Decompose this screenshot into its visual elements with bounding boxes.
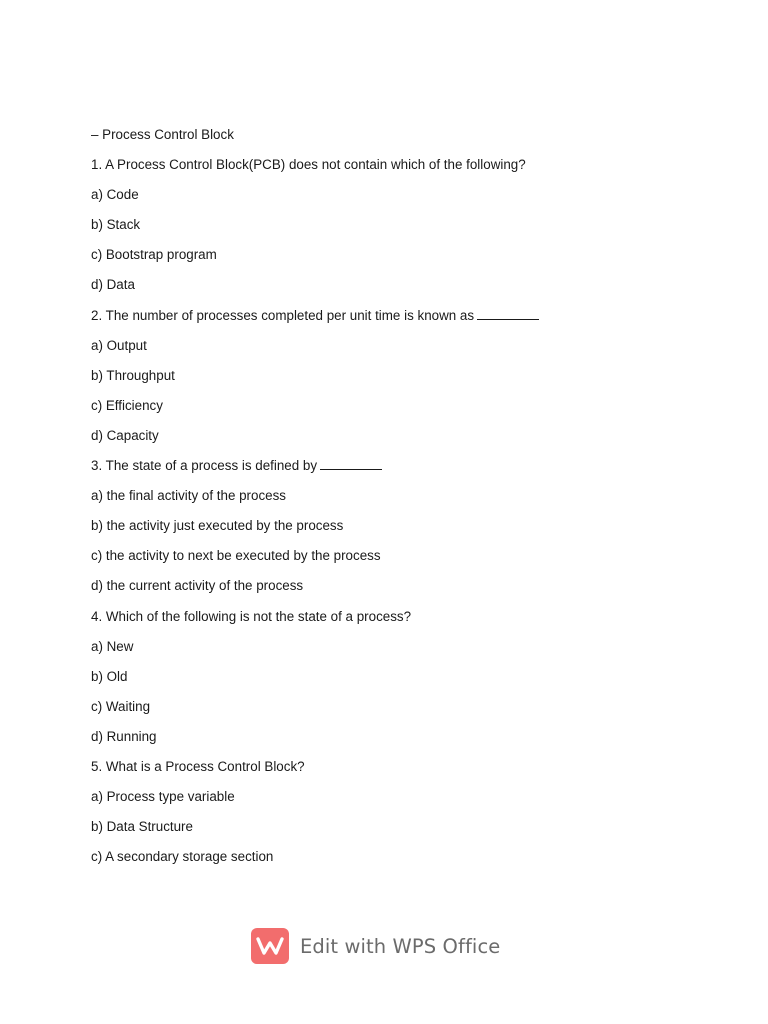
answer-blank (477, 307, 539, 320)
option-3a: a) the final activity of the process (91, 488, 287, 504)
question-1: 1. A Process Control Block(PCB) does not contain which of the following? (91, 157, 526, 173)
option-4d: d) Running (91, 728, 157, 744)
option-2a: a) Output (91, 337, 147, 353)
wps-logo-icon (251, 928, 289, 964)
section-heading: – Process Control Block (91, 127, 234, 142)
option-2d: d) Capacity (91, 427, 159, 443)
answer-blank (320, 457, 382, 470)
option-1d: d) Data (91, 277, 135, 293)
document-body (91, 126, 711, 878)
wps-watermark-banner[interactable] (251, 928, 500, 964)
option-1c: c) Bootstrap program (91, 247, 217, 263)
option-4b: b) Old (91, 668, 128, 684)
option-4c: c) Waiting (91, 698, 151, 714)
option-3d: d) the current activity of the process (91, 578, 304, 594)
question-2: 2. The number of processes completed per unit time is known as (91, 307, 711, 325)
option-1a: a) Code (91, 187, 139, 203)
question-5: 5. What is a Process Control Block? (91, 758, 305, 774)
question-4: 4. Which of the following is not the state of a process? (91, 608, 412, 624)
option-4a: a) New (91, 638, 134, 654)
question-3: 3. The state of a process is defined by (91, 457, 711, 475)
option-5a: a) Process type variable (91, 789, 235, 805)
option-5c: c) A secondary storage section (91, 849, 274, 865)
wps-watermark-label: Edit with WPS Office (300, 934, 501, 958)
option-3c: c) the activity to next be executed by the process (91, 548, 381, 564)
option-2b: b) Throughput (91, 367, 175, 383)
option-3b: b) the activity just executed by the process (91, 518, 344, 534)
option-2c: c) Efficiency (91, 397, 163, 413)
option-5b: b) Data Structure (91, 819, 193, 835)
option-1b: b) Stack (91, 217, 141, 233)
